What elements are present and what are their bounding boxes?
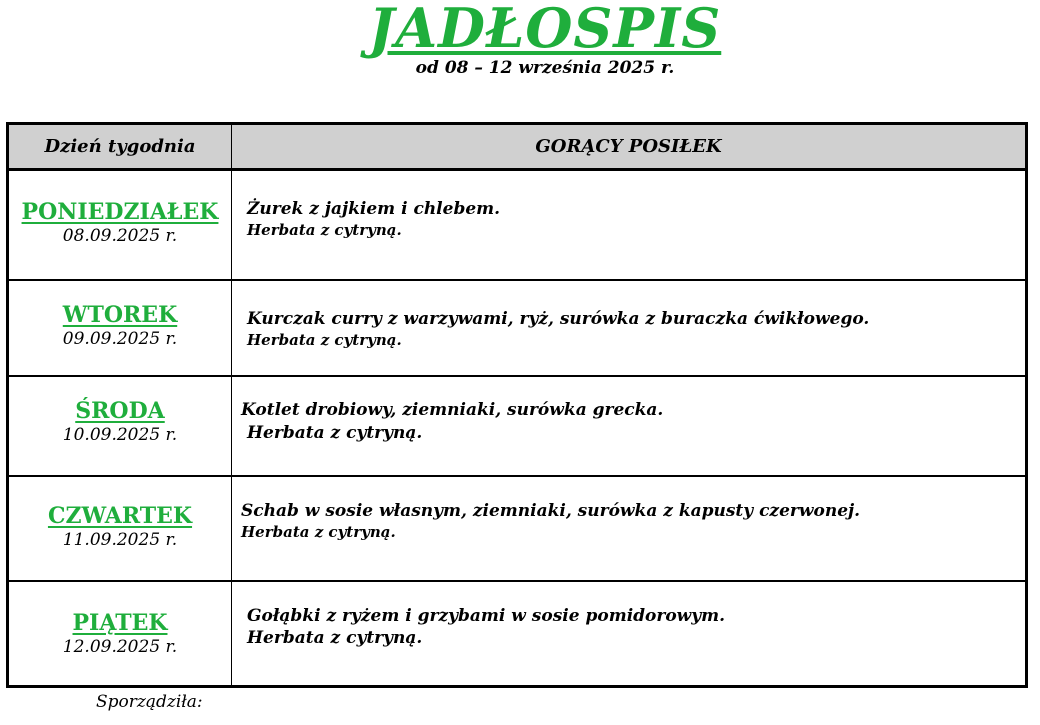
table-row [9,171,1025,281]
table-row [9,375,1025,475]
day-name: CZWARTEK [47,503,193,529]
day-cell [9,503,231,550]
day-date: 09.09.2025 r. [62,329,178,349]
day-name: WTOREK [62,302,178,328]
day-cell [9,398,231,445]
page-title: JADŁOSPIS [368,0,722,60]
table-header [9,125,1025,171]
drink-text: Herbata z cytryną. [247,423,423,443]
meal-text: Kotlet drobiowy, ziemniaki, surówka grecka. [241,400,664,420]
table-row [9,580,1025,686]
header-day: Dzień tygodnia [44,136,196,157]
day-name: ŚRODA [75,398,165,424]
meal-text: Gołąbki z ryżem i grzybami w sosie pomidorowym. [247,606,726,626]
drink-text: Herbata z cytryną. [247,331,402,349]
meal-text: Kurczak curry z warzywami, ryż, surówka z buraczka ćwikłowego. [247,309,870,329]
table-row [9,475,1025,581]
menu-table [6,122,1028,688]
day-name: PIĄTEK [72,610,168,636]
drink-text: Herbata z cytryną. [241,523,396,541]
day-name: PONIEDZIAŁEK [21,199,219,225]
day-cell [9,199,231,246]
meal-text: Schab w sosie własnym, ziemniaki, surówka z kapusty czerwonej. [241,501,861,521]
header-meal: GORĄCY POSIŁEK [535,136,722,157]
day-date: 11.09.2025 r. [62,530,178,550]
day-cell [9,610,231,657]
drink-text: Herbata z cytryną. [247,628,423,648]
day-date: 10.09.2025 r. [62,425,178,445]
day-cell [9,302,231,349]
prepared-by-label: Sporządziła: [96,692,203,712]
day-date: 08.09.2025 r. [62,226,178,246]
day-date: 12.09.2025 r. [62,637,178,657]
meal-text: Żurek z jajkiem i chlebem. [247,199,501,219]
date-range: od 08 – 12 września 2025 r. [415,58,675,78]
drink-text: Herbata z cytryną. [247,221,402,239]
table-row [9,279,1025,375]
